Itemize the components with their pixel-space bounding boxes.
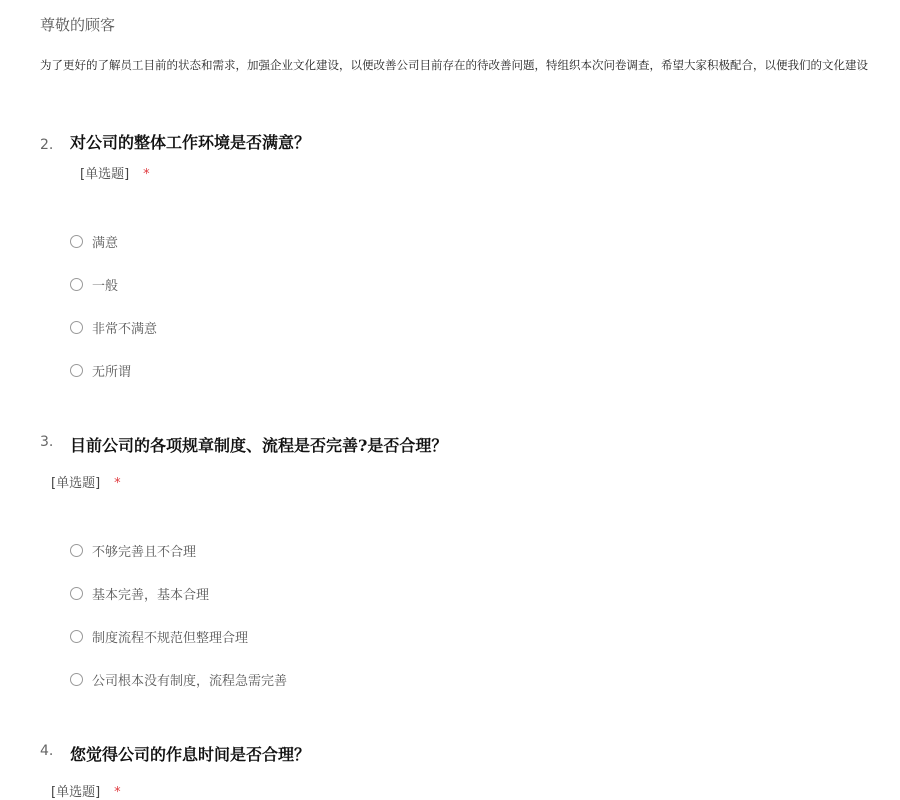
required-mark: *: [114, 785, 121, 800]
option-incomplete-unreasonable[interactable]: [70, 540, 196, 560]
question-title: 对公司的整体工作环境是否满意？: [70, 133, 311, 152]
question-type-label: [51, 472, 121, 491]
option-label: 基本完善，基本合理: [92, 587, 210, 603]
option-average[interactable]: [70, 274, 118, 294]
question-number: 3.: [40, 434, 54, 450]
option-label: 满意: [92, 235, 119, 251]
required-mark: *: [143, 167, 150, 182]
radio-button[interactable]: [70, 278, 83, 291]
question-type-text: [单选题]: [80, 167, 130, 182]
option-label: 制度流程不规范但整理合理: [92, 630, 249, 646]
question-number: 2.: [40, 137, 54, 153]
option-satisfied[interactable]: [70, 231, 118, 251]
option-label: 公司根本没有制度，流程急需完善: [92, 673, 288, 689]
question-type-label: [80, 163, 150, 182]
greeting-heading: 尊敬的顾客: [40, 16, 116, 34]
option-very-unsatisfied[interactable]: [70, 317, 157, 337]
question-type-text: [单选题]: [51, 785, 101, 800]
option-basically-complete[interactable]: [70, 583, 209, 603]
radio-button[interactable]: [70, 544, 83, 557]
question-type-text: [单选题]: [51, 476, 101, 491]
option-label: 非常不满意: [92, 321, 158, 337]
question-type-label: [51, 781, 121, 800]
option-no-system[interactable]: [70, 669, 287, 689]
radio-button[interactable]: [70, 321, 83, 334]
survey-intro-text: 为了更好的了解员工目前的状态和需求，加强企业文化建设，以便改善公司目前存在的待改善问题，特组织本次问卷调查，希望大家积极配合，以便我们的文化建设: [40, 58, 868, 72]
radio-button[interactable]: [70, 630, 83, 643]
option-indifferent[interactable]: [70, 360, 131, 380]
option-label: 一般: [92, 278, 119, 294]
question-title: 目前公司的各项规章制度、流程是否完善?是否合理？: [70, 436, 448, 455]
radio-button[interactable]: [70, 587, 83, 600]
question-title: 您觉得公司的作息时间是否合理？: [70, 745, 311, 764]
option-label: 无所谓: [92, 364, 132, 380]
option-nonstandard-reasonable[interactable]: [70, 626, 248, 646]
required-mark: *: [114, 476, 121, 491]
question-number: 4.: [40, 743, 54, 759]
option-label: 不够完善且不合理: [92, 544, 197, 560]
radio-button[interactable]: [70, 235, 83, 248]
radio-button[interactable]: [70, 364, 83, 377]
radio-button[interactable]: [70, 673, 83, 686]
